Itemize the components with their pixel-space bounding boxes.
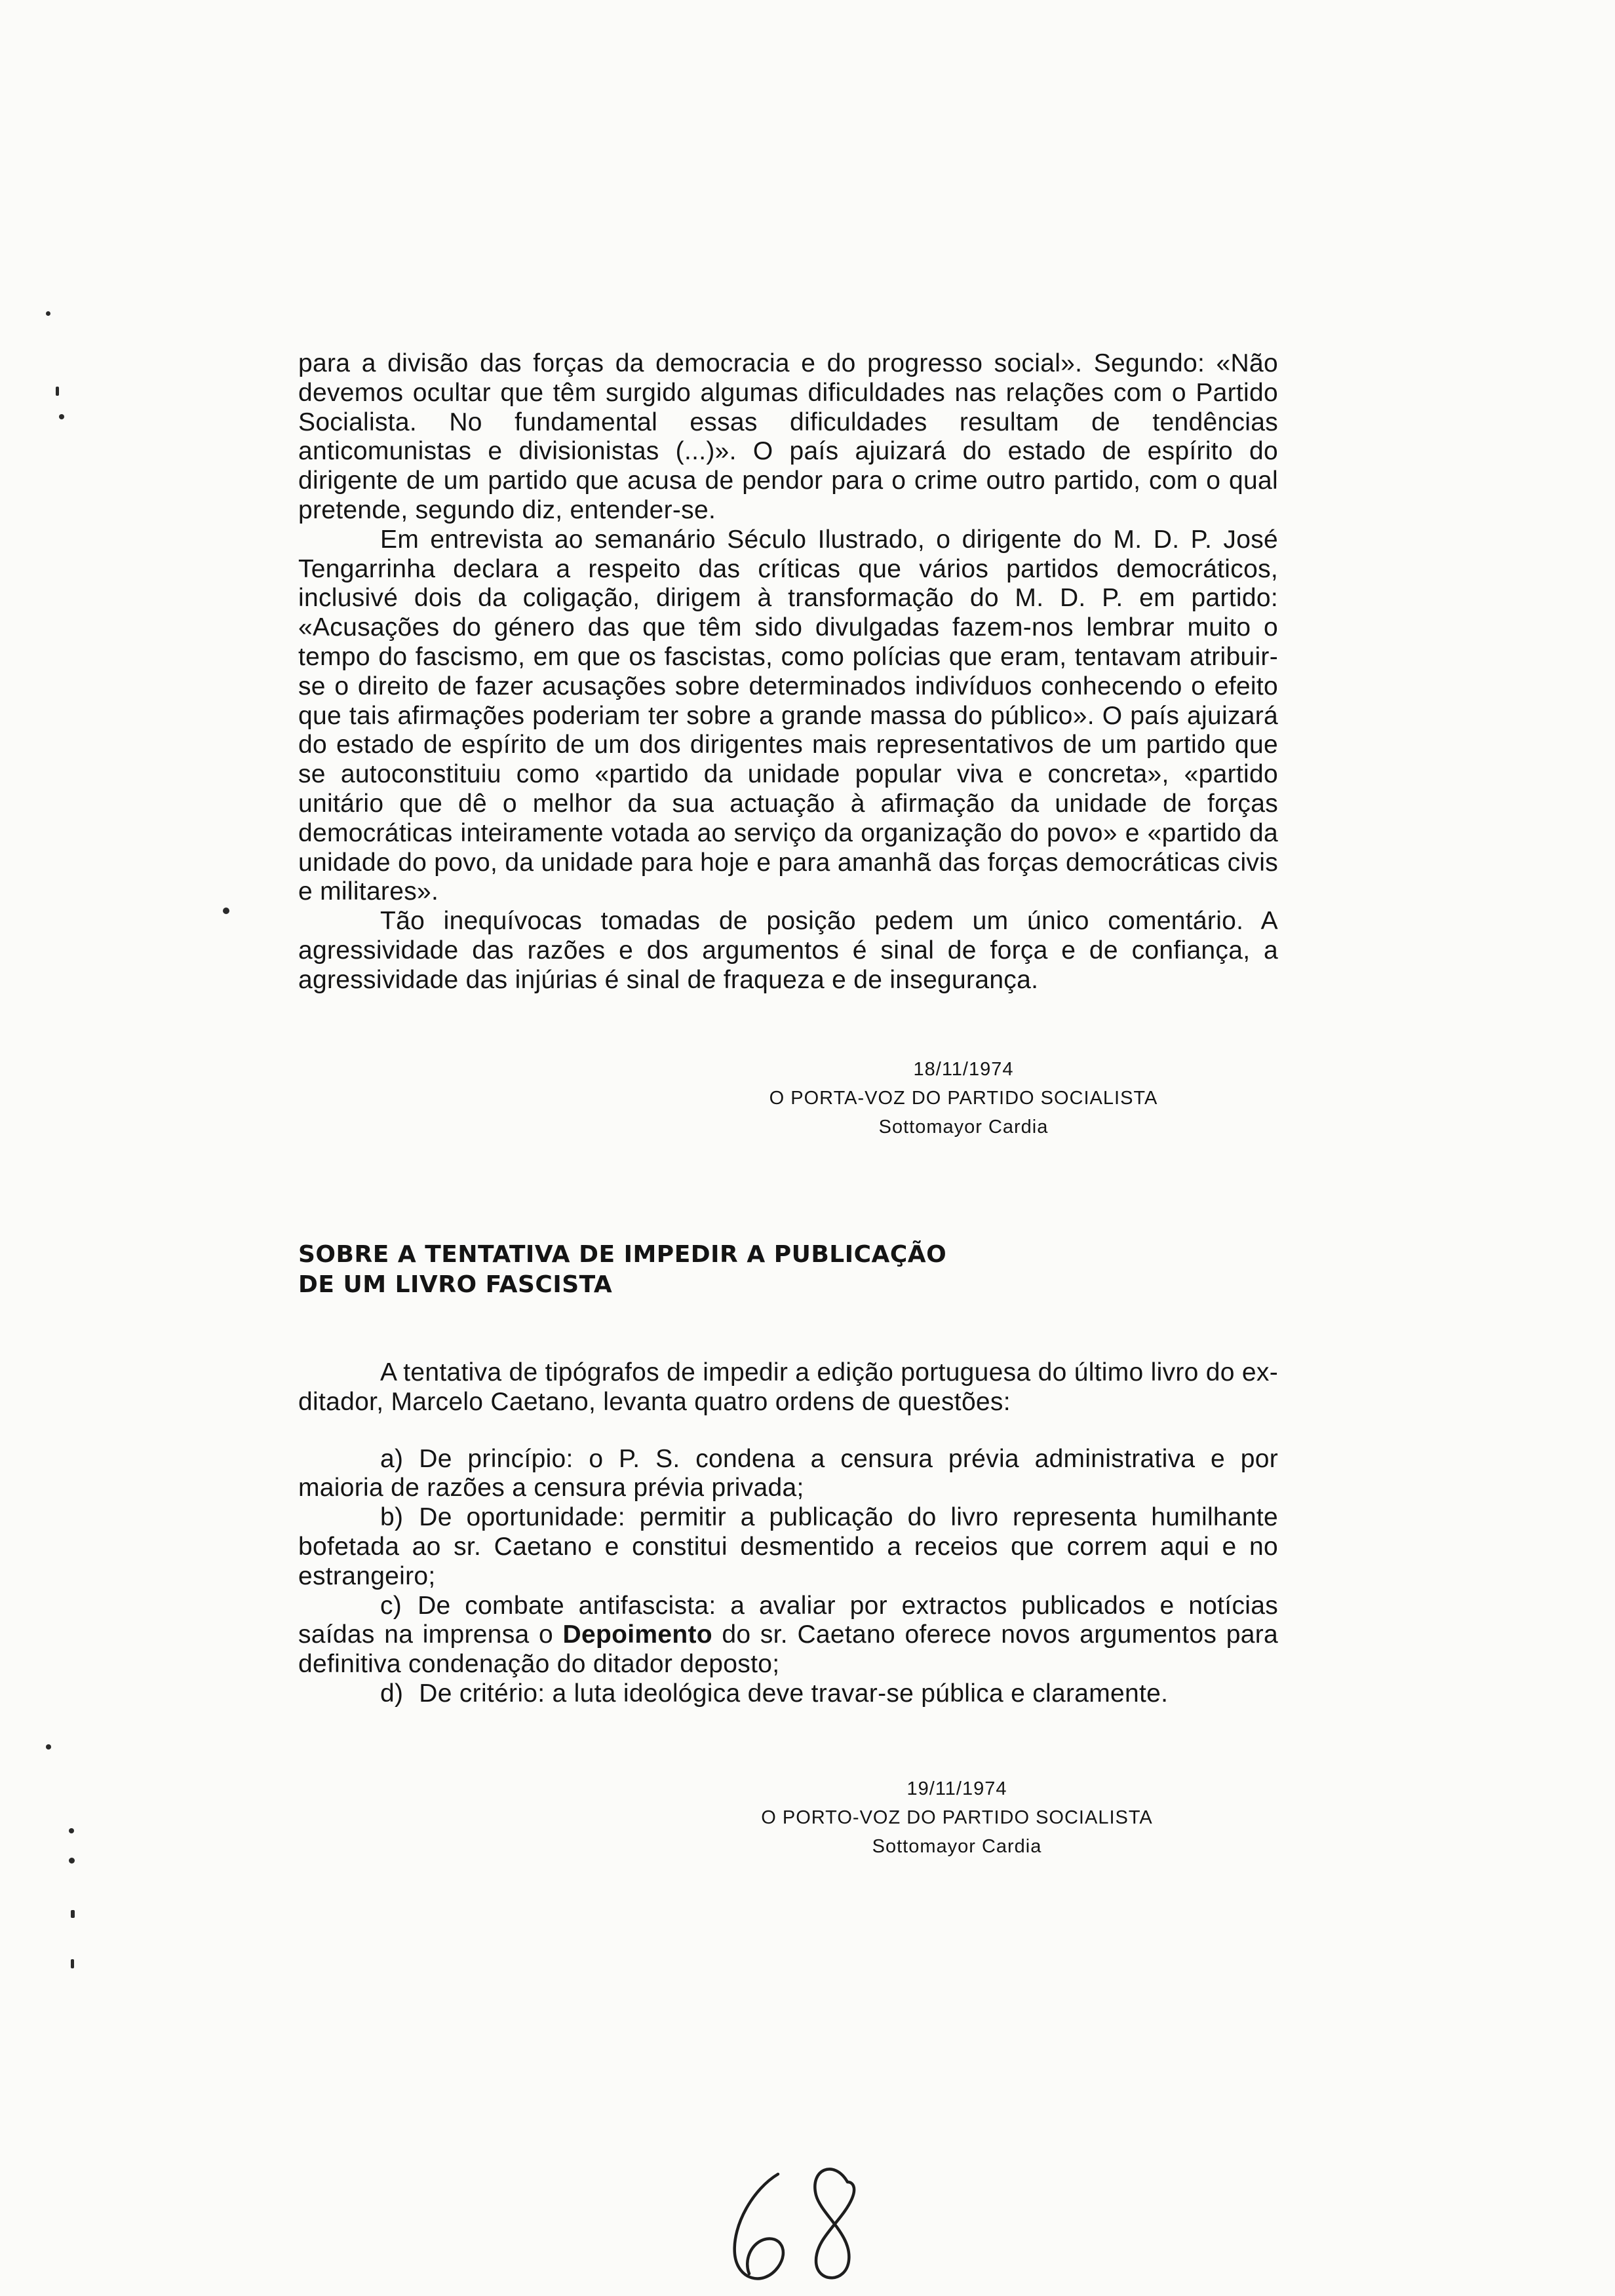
scan-speck [46,311,50,316]
letter1-date: 18/11/1974 [913,1059,1014,1080]
list-item [298,1503,1278,1591]
letter2-body [298,1358,1278,1709]
letter2-signer: Sottomayor Cardia [872,1836,1042,1857]
item-text: De combate antifascista: a avaliar por extractos publicados e notícias saídas na imprensa o [298,1591,1278,1649]
scan-speck [59,414,64,419]
item-text-bold: Depoimento [562,1620,712,1649]
letter1-paragraph-1: para a divisão das forças da democracia e do progresso social». Segundo: «Não devemos ocultar que têm surgido algumas dificuldades nas relações com o Partido Socialista. No fundamental essas dificuldades resultam de tendências anticomunistas e divisionistas (...)». O país ajuizará do estado de espírito do dirigente de um partido que acusa de pendor para o crime outro partido, com o qual pretende, segundo diz, entender-se. [298,349,1278,524]
letter1-paragraph-2: Em entrevista ao semanário Século Ilustrado, o dirigente do M. D. P. José Tengarrinha declara a respeito das críticas que vários partidos democráticos, inclusivé dois da coligação, dirigem à transformação do M. D. P. em partido: «Acusações do género das que têm sido divulgadas fazem-nos lembrar muito o tempo do fascismo, em que os fascistas, como polícias que eram, tentavam atribuir-se o direito de fazer acusações sobre determinados indivíduos conhecendo o efeito que tais afirmações poderiam ter sobre a grande massa do público». O país ajuizará do estado de espírito de um dos dirigentes mais representativos de um partido que se autoconstituiu como «partido da unidade popular viva e concreta», «partido unitário que dê o melhor da sua actuação à afirmação da unidade de forças democráticas inteiramente votada ao serviço da organização do povo» e «partido da unidade do povo, da unidade para hoje e para amanhã das forças democráticas civis e militares». [298,525,1278,906]
list-item [298,1445,1278,1504]
list-item [298,1592,1278,1679]
scan-speck [71,1910,75,1918]
letter1-body [298,349,1278,995]
letter1-paragraph-3: Tão inequívocas tomadas de posição pedem um único comentário. A agressividade das razões e dos argumentos é sinal de força e de confiança, a agressividade das injúrias é sinal de fraqueza e de insegurança. [298,907,1278,994]
letter2-intro: A tentativa de tipógrafos de impedir a edição portuguesa do último livro do ex-ditador, Marcelo Caetano, levanta quatro ordens de questões: [298,1358,1278,1416]
letter2-date: 19/11/1974 [906,1778,1007,1799]
item-text: do sr. Caetano oferece novos argumentos para definitiva condenação do ditador deposto; [298,1620,1278,1679]
item-letter: c) [380,1591,402,1620]
list-item [298,1679,1278,1709]
section-title-line-1: SOBRE A TENTATIVA DE IMPEDIR A PUBLICAÇÃO [298,1241,947,1268]
section-title [298,1240,946,1300]
item-text: De oportunidade: permitir a publicação do livro representa humilhante bofetada ao sr. Caetano e constitui desmentido a receios que correm aqui e no estrangeiro; [298,1503,1278,1590]
item-letter: a) [380,1444,404,1473]
handwritten-page-number [718,2162,888,2293]
item-text: De princípio: o P. S. condena a censura prévia administrativa e por maioria de razões a censura prévia privada; [298,1444,1278,1502]
scan-speck [69,1858,75,1864]
letter1-org: O PORTA-VOZ DO PARTIDO SOCIALISTA [769,1088,1158,1109]
letter2-org: O PORTO-VOZ DO PARTIDO SOCIALISTA [761,1807,1153,1828]
scan-speck [71,1959,74,1968]
item-text: De critério: a luta ideológica deve travar-se pública e claramente. [419,1679,1169,1708]
scan-speck [46,1744,51,1750]
item-letter: b) [380,1503,404,1532]
scan-speck [69,1828,74,1833]
scan-speck [223,908,229,914]
letter1-signature [669,1055,1258,1141]
letter1-signer: Sottomayor Cardia [878,1117,1049,1138]
section-title-line-2: DE UM LIVRO FASCISTA [298,1271,613,1298]
item-letter: d) [380,1679,404,1708]
scan-speck [56,387,59,396]
letter2-signature [662,1774,1252,1861]
